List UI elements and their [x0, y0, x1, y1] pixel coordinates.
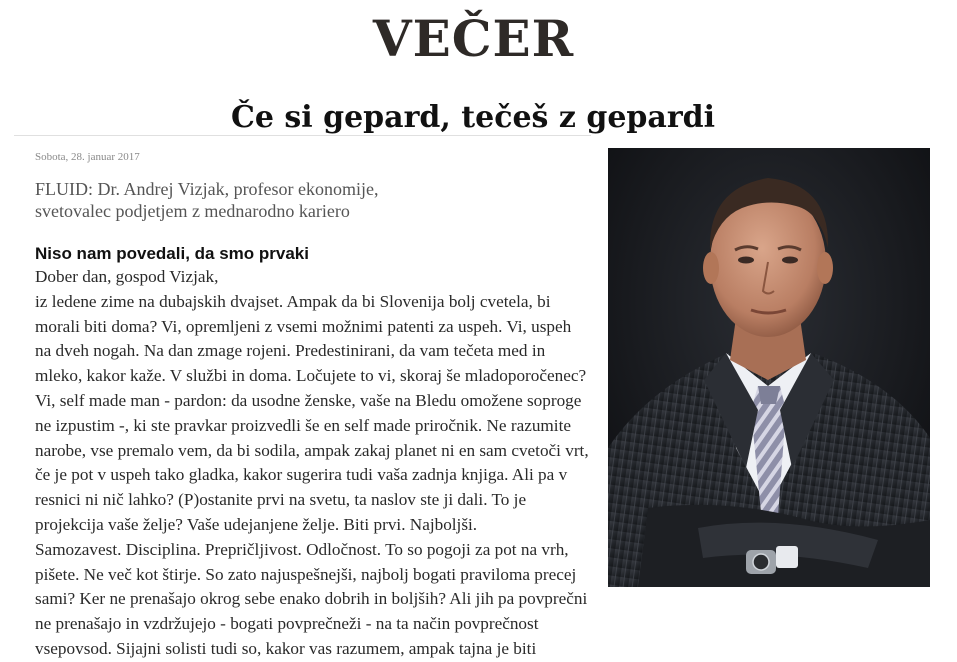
article-column — [35, 150, 597, 662]
section-title: Niso nam povedali, da smo prvaki — [35, 244, 309, 263]
body-line: na dveh nogah. Na dan zmage rojeni. Predestinirani, da vam tečeta med in — [35, 341, 546, 361]
portrait-illustration — [608, 148, 930, 587]
body-line: pišete. Ne več kot štirje. So zato najuspešnejši, najbolj bogati praviloma precej — [35, 564, 577, 584]
article-date: Sobota, 28. januar 2017 — [35, 151, 140, 163]
body-line: projekcija vaše želje? Vaše udejanjene želje. Biti prvi. Najboljši. — [35, 514, 478, 534]
body-line: resnici ni nič lahko? (P)ostanite prvi na svetu, ta naslov ste ji dali. To je — [35, 490, 527, 510]
headline-divider — [14, 135, 591, 136]
body-line: mleko, kakor kaže. V službi in doma. Ločujete to vi, skoraj še mladoporočenec? — [35, 366, 587, 386]
body-line: Dober dan, gospod Vizjak, — [35, 267, 219, 286]
deck-line-2: svetovalec podjetjem z mednarodno kariero — [35, 201, 350, 221]
article-headline: Če si gepard, tečeš z gepardi — [230, 100, 716, 136]
body-line: če je pot v uspeh tako gladka, kakor sugerira tudi vaša zadnja knjiga. Ali pa v — [35, 465, 568, 485]
body-line: ne izpustim -, ki ste pravkar proizvedli še en self made priročnik. Ne razumite — [35, 415, 571, 435]
masthead — [0, 8, 957, 70]
body-line: Samozavest. Disciplina. Prepričljivost. Odločnost. To so pogoji za pot na vrh, — [35, 539, 569, 559]
article-body — [35, 265, 597, 662]
article-deck — [35, 178, 597, 222]
body-line: iz ledene zime na dubajskih dvajset. Ampak da bi Slovenija bolj cvetela, bi — [35, 291, 551, 311]
body-line: vsepovsod. Sijajni solisti tudi so, kakor vas razumem, ampak tajna je biti — [35, 638, 537, 658]
body-line: ne prenašajo in vzdržujejo - bogati povprečneži - na ta način povprečnost — [35, 614, 539, 634]
body-line: sami? Ker ne prenašajo okrog sebe enako dobrih in boljših? Ali jih pa povprečni — [35, 589, 588, 609]
body-line: narobe, vse premalo vem, da bi sodila, ampak zakaj planet ni en sam cvetoči vrt, — [35, 440, 589, 460]
portrait-photo — [608, 148, 930, 587]
body-line: morali biti doma? Vi, opremljeni z vsemi možnimi patenti za uspeh. Vi, uspeh — [35, 316, 572, 336]
deck-line-1: FLUID: Dr. Andrej Vizjak, profesor ekonomije, — [35, 179, 379, 199]
vecer-logo[interactable]: VEČER — [372, 9, 575, 68]
body-line: Vi, self made man - pardon: da usodne ženske, vaše na Bledu omožene soproge — [35, 390, 582, 410]
